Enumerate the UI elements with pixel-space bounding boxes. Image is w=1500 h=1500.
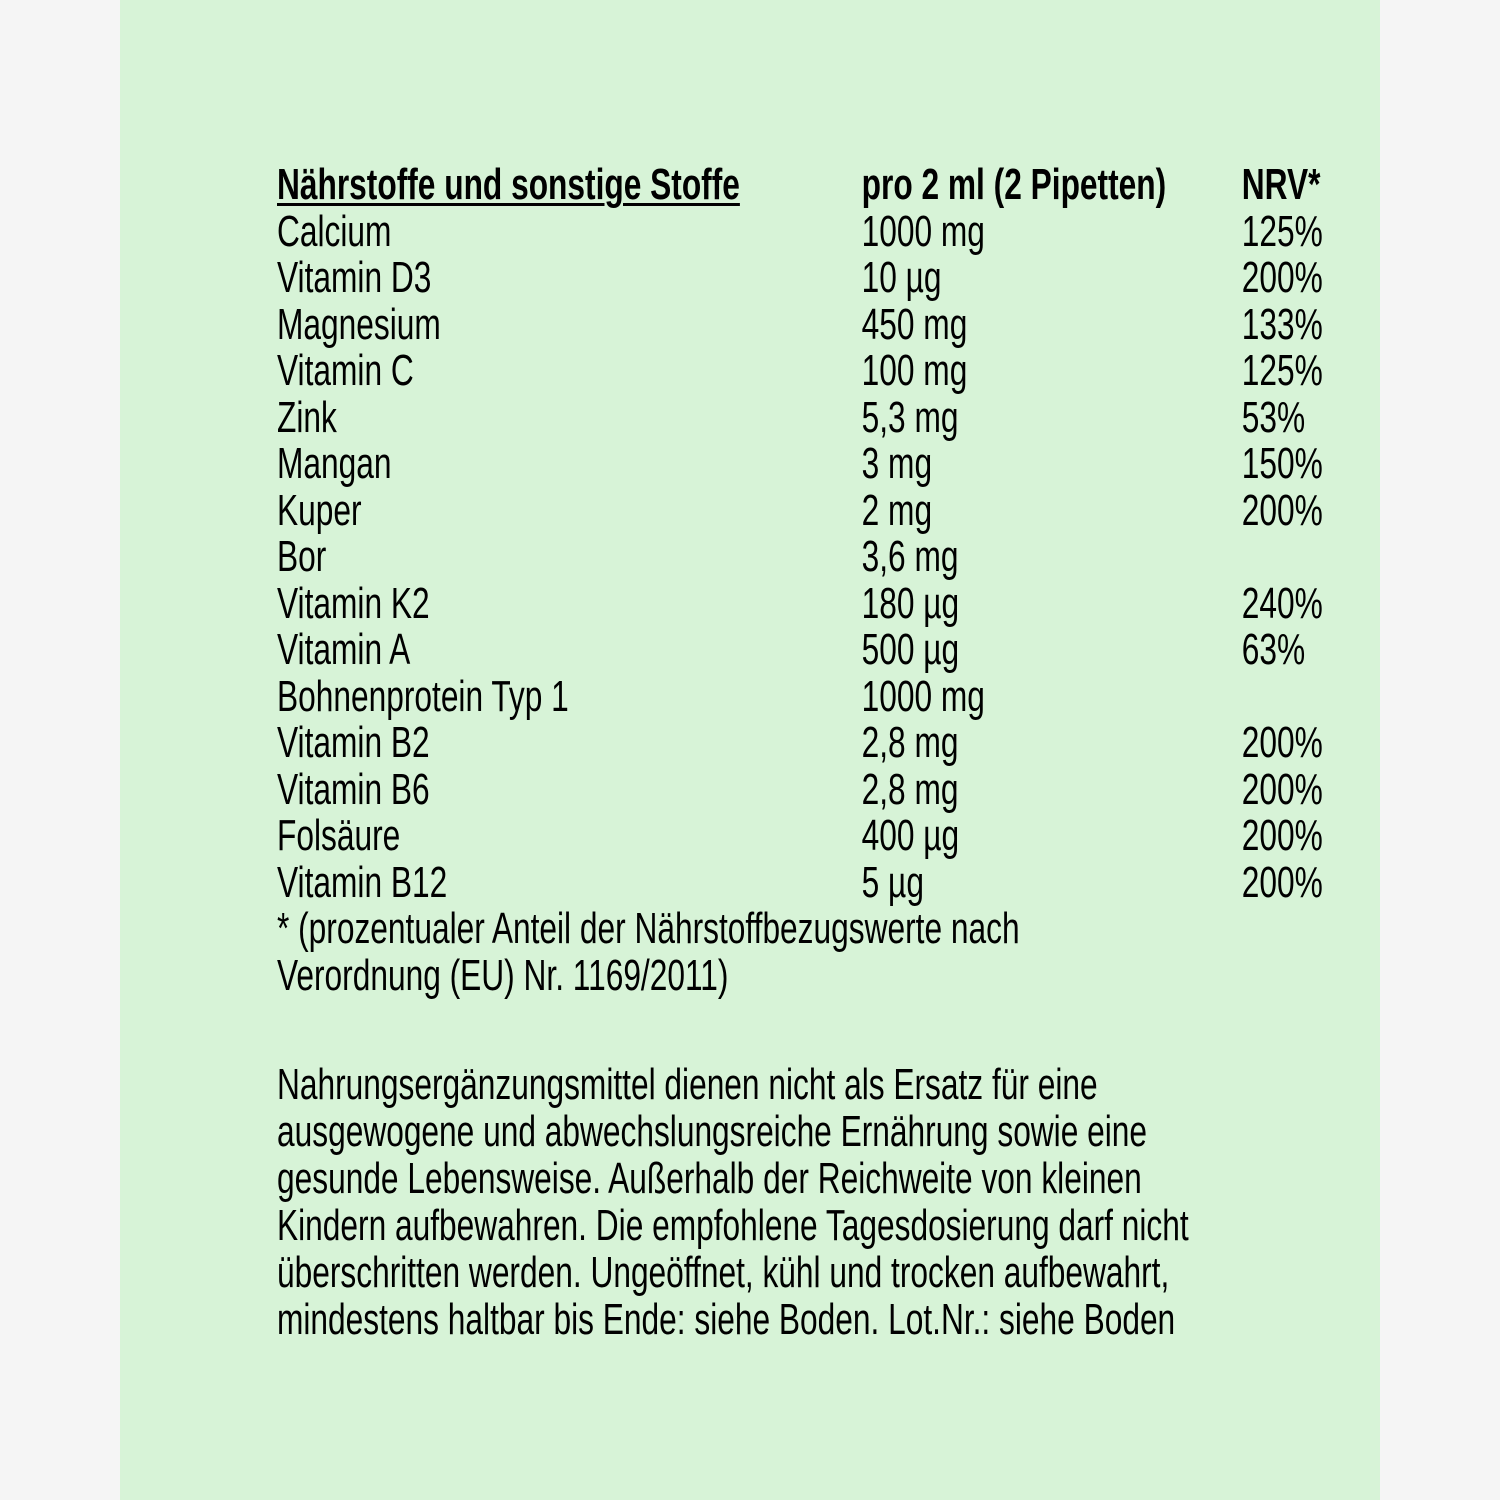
notice-text <box>277 1061 1429 1343</box>
cell-nrv: 200% <box>1241 253 1323 302</box>
table-row <box>277 255 1429 302</box>
cell-nrv: 200% <box>1241 811 1323 860</box>
cell-nrv: 200% <box>1241 857 1323 907</box>
table-header <box>277 162 1429 209</box>
table-row <box>277 764 1429 814</box>
table-row <box>277 485 1429 535</box>
notice-line: Kindern aufbewahren. Die empfohlene Tagesdosierung darf nicht <box>277 1201 1189 1250</box>
cell-nrv: 53% <box>1241 392 1306 442</box>
cell-amount: 100 mg <box>861 346 968 395</box>
table-row <box>277 857 1429 907</box>
cell-amount: 10 µg <box>861 253 942 302</box>
footnote <box>277 906 1429 999</box>
cell-nrv: 125% <box>1241 346 1323 395</box>
notice-line: überschritten werden. Ungeöffnet, kühl und trocken aufbewahrt, <box>277 1248 1170 1297</box>
cell-nutrient: Vitamin B12 <box>277 857 448 907</box>
table-row <box>277 578 1429 628</box>
cell-nutrient: Mangan <box>277 439 392 488</box>
cell-amount: 5,3 mg <box>861 392 959 442</box>
cell-amount: 3,6 mg <box>861 532 959 581</box>
table-row <box>277 813 1429 860</box>
footnote-line: * (prozentualer Anteil der Nährstoffbezugswerte nach <box>277 904 1020 953</box>
footnote-line: Verordnung (EU) Nr. 1169/2011) <box>277 950 729 1000</box>
cell-nrv: 200% <box>1241 485 1323 535</box>
notice-line: gesunde Lebensweise. Außerhalb der Reichweite von kleinen <box>277 1154 1142 1203</box>
cell-nrv: 150% <box>1241 439 1323 488</box>
table-body <box>277 206 1429 907</box>
cell-nutrient: Magnesium <box>277 299 441 349</box>
cell-amount: 2,8 mg <box>861 718 959 767</box>
cell-nutrient: Zink <box>277 392 337 442</box>
table-row <box>277 299 1429 349</box>
table-row <box>277 534 1429 581</box>
table-row <box>277 392 1429 442</box>
cell-amount: 2,8 mg <box>861 764 959 814</box>
cell-nutrient: Bohnenprotein Typ 1 <box>277 671 569 721</box>
notice-line: ausgewogene und abwechslungsreiche Ernährung sowie eine <box>277 1107 1148 1156</box>
cell-nutrient: Folsäure <box>277 811 401 860</box>
cell-nrv: 133% <box>1241 299 1323 349</box>
cell-amount: 5 µg <box>861 857 924 907</box>
cell-nrv: 200% <box>1241 764 1323 814</box>
table-row <box>277 206 1429 256</box>
cell-nutrient: Vitamin C <box>277 346 414 395</box>
cell-nrv: 200% <box>1241 718 1323 767</box>
cell-nutrient: Vitamin D3 <box>277 253 432 302</box>
cell-amount: 500 µg <box>861 625 960 674</box>
cell-nrv: 125% <box>1241 206 1323 256</box>
notice-line: Nahrungsergänzungsmittel dienen nicht als Ersatz für eine <box>277 1060 1098 1109</box>
cell-amount: 1000 mg <box>861 671 985 721</box>
table-row <box>277 720 1429 767</box>
cell-amount: 1000 mg <box>861 206 985 256</box>
cell-nutrient: Vitamin K2 <box>277 578 430 628</box>
table-row <box>277 627 1429 674</box>
cell-amount: 450 mg <box>861 299 968 349</box>
header-nutrient: Nährstoffe und sonstige Stoffe <box>277 160 740 209</box>
table-row <box>277 671 1429 721</box>
nutrition-label <box>277 162 1429 1343</box>
cell-nutrient: Vitamin B6 <box>277 764 430 814</box>
header-nrv: NRV* <box>1241 160 1321 209</box>
cell-amount: 2 mg <box>861 485 933 535</box>
cell-nutrient: Bor <box>277 532 327 581</box>
cell-nutrient: Calcium <box>277 206 392 256</box>
notice-line: mindestens haltbar bis Ende: siehe Boden. Lot.Nr.: siehe Boden <box>277 1295 1176 1344</box>
cell-nutrient: Vitamin A <box>277 625 411 674</box>
cell-amount: 180 µg <box>861 578 960 628</box>
cell-nutrient: Vitamin B2 <box>277 718 430 767</box>
cell-amount: 400 µg <box>861 811 960 860</box>
header-amount: pro 2 ml (2 Pipetten) <box>861 160 1167 209</box>
cell-nrv: 240% <box>1241 578 1323 628</box>
cell-nutrient: Kuper <box>277 485 362 535</box>
cell-nrv: 63% <box>1241 625 1306 674</box>
table-row <box>277 348 1429 395</box>
cell-amount: 3 mg <box>861 439 933 488</box>
table-row <box>277 441 1429 488</box>
